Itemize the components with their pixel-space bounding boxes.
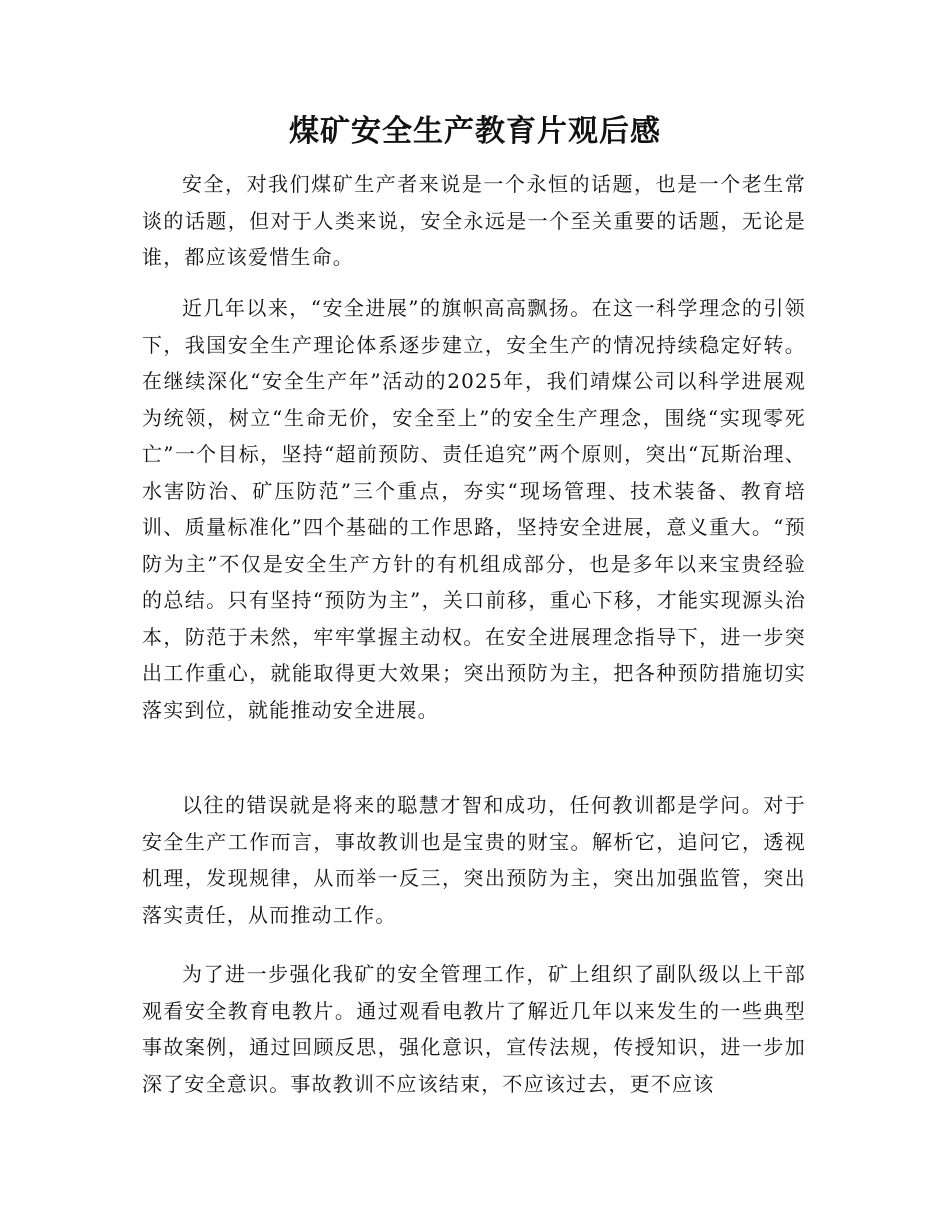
paragraph-4-block	[142, 956, 806, 1102]
paragraph-1: 安全，对我们煤矿生产者来说是一个永恒的话题，也是一个老生常谈的话题，但对于人类来说，安全永远是一个至关重要的话题，无论是谁，都应该爱惜生命。	[142, 172, 806, 269]
paragraph-3: 以往的错误就是将来的聪慧才智和成功，任何教训都是学问。对于安全生产工作而言，事故教训也是宝贵的财宝。解析它，追问它，透视机理，发现规律，从而举一反三，突出预防为主，突出加强监管，突出落实责任，从而推动工作。	[142, 793, 806, 927]
paragraph-2: 近几年以来，“安全进展”的旗帜高高飘扬。在这一科学理念的引领下，我国安全生产理论体系逐步建立，安全生产的情况持续稳定好转。在继续深化“安全生产年”活动的2025年，我们靖煤公司以科学进展观为统领，树立“生命无价，安全至上”的安全生产理念，围绕“实现零死亡”一个目标，坚持“超前预防、责任追究”两个原则，突出“瓦斯治理、水害防治、矿压防范”三个重点，夯实“现场管理、技术装备、教育培训、质量标准化”四个基础的工作思路，坚持安全进展，意义重大。“预防为主”不仅是安全生产方针的有机组成部分，也是多年以来宝贵经验的总结。只有坚持“预防为主”，关口前移，重心下移，才能实现源头治本，防范于未然，牢牢掌握主动权。在安全进展理念指导下，进一步突出工作重心，就能取得更大效果；突出预防为主，把各种预防措施切实落实到位，就能推动安全进展。	[142, 296, 806, 722]
paragraph-4: 为了进一步强化我矿的安全管理工作，矿上组织了副队级以上干部观看安全教育电教片。通过观看电教片了解近几年以来发生的一些典型事故案例，通过回顾反思，强化意识，宣传法规，传授知识，进一步加深了安全意识。事故教训不应该结束，不应该过去，更不应该	[142, 962, 806, 1096]
paragraph-1-block	[142, 166, 806, 276]
paragraph-3-block	[142, 787, 806, 933]
document-title: 煤矿安全生产教育片观后感	[289, 114, 661, 149]
paragraph-2-block	[142, 290, 806, 728]
